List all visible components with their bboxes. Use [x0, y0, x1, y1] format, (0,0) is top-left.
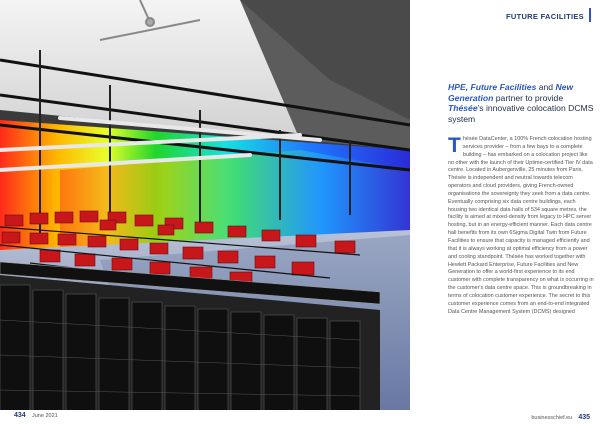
section-accent-bar [589, 8, 591, 22]
headline-part-2: and [536, 82, 556, 92]
left-folio [0, 410, 410, 424]
headline-part-3: New Generation [448, 82, 574, 103]
headline-part-5: Thésée [448, 103, 478, 113]
left-page-number: 434 [14, 412, 26, 419]
issue-date: June 2021 [32, 412, 58, 419]
footer-site: businesschief.eu [531, 415, 573, 421]
headline-part-1: HPE, Future Facilities [448, 82, 537, 92]
article-page [410, 0, 600, 424]
article-body-text: hésée DataCenter, a 100% French colocation hosting services provider – from a few bays to a complete building – has embarked on a colocation project like no other with the launch of their Uptime-certified Tier IV data centre. Located in Aubergenville, 25 minutes from Paris, Thésée is independent and neutral towards telecom operators and cloud providers, giving French-owned organisations the sovereignty they seek from a data centre. Eventually comprising six data centre buildings, each housing two identical data halls of 534 square metres, the facility is aimed at mixed-density from legacy to HPC server hosting, but in an energy-efficient manner. Each data centre hall benefits from its own 6Sigma Digital Twin from Future Facilities to ensure that capacity is managed efficiently and that it is always working at optimal efficiency from a power and cooling standpoint. Thésée has worked together with Hewlett Packard Enterprise, Future Facilities and New Generation to offer a world-first experience to its end customer with complete transparency on what is occurring in the customer's data centre space. This is groundbreaking in terms of colocation customer experience. The secret to this customer experience comes from an end-to-end integrated Data Centre Management System (DCMS) designed [448, 136, 594, 315]
article-body [448, 136, 594, 316]
headline-part-6: 's innovative colocation DCMS system [448, 103, 594, 124]
right-folio [531, 414, 590, 421]
drop-cap: T [448, 134, 461, 157]
right-page-number: 435 [578, 414, 590, 421]
section-label: FUTURE FACILITIES [505, 12, 584, 21]
headline-part-4: partner to provide [493, 92, 564, 103]
article-headline [448, 82, 598, 124]
